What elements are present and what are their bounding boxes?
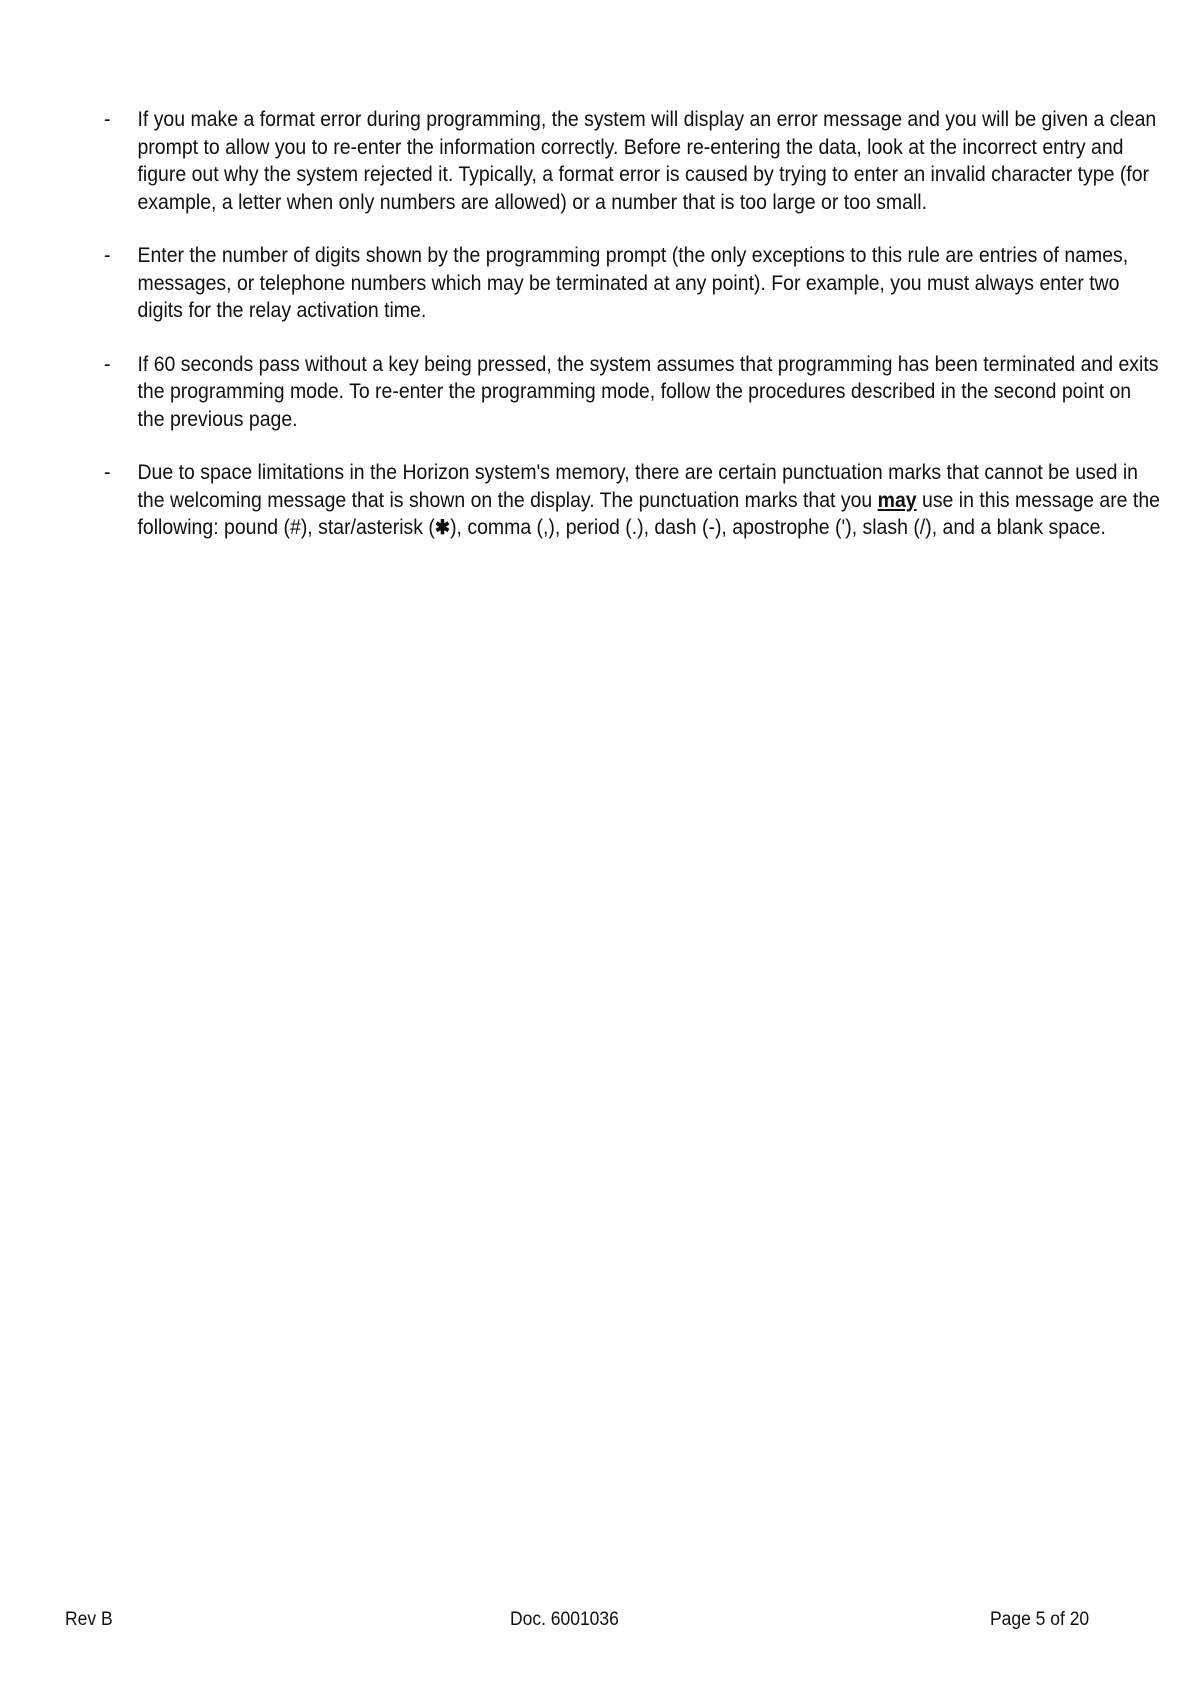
list-item-text-part1: Due to space limitations in the Horizon system's memory, there are certain punctuation marks that cannot be used in the welcoming message that is shown on the display. The punctuation marks that you — [137, 460, 1138, 512]
list-item-digit-count — [104, 242, 1163, 325]
list-item-text: If you make a format error during programming, the system will display an error message and you will be given a clean prompt to allow you to re-enter the information correctly. Before re-entering the data, look at the incorrect entry and figure out why the system rejected it. Typically, a format error is caused by trying to enter an invalid character type (for example, a letter when only numbers are allowed) or a number that is too large or too small. — [137, 107, 1157, 214]
asterisk-icon: ✱ — [434, 517, 451, 539]
notes-list — [104, 106, 1160, 569]
list-item-text-part3: ), comma (,), period (.), dash (-), apostrophe ('), slash (/), and a blank space. — [450, 515, 1106, 539]
bullet-dash: - — [104, 460, 111, 484]
list-item-text: Enter the number of digits shown by the programming prompt (the only exceptions to this rule are entries of names, messages, or telephone numbers which may be terminated at any point). For example, you must always enter two digits for the relay activation time. — [137, 243, 1129, 322]
bullet-dash: - — [104, 351, 111, 376]
bullet-dash: - — [104, 107, 111, 131]
list-item-text-part2: use in this message are the following: pound (#), star/asterisk ( — [137, 487, 1160, 539]
list-item-punctuation — [104, 459, 1163, 543]
footer-revision: Rev B — [65, 1609, 113, 1630]
footer-document-number: Doc. 6001036 — [510, 1609, 619, 1630]
footer-page-number: Page 5 of 20 — [990, 1609, 1090, 1630]
emphasis-may: may — [877, 487, 917, 512]
list-item-timeout — [104, 351, 1163, 434]
list-item-format-error — [104, 106, 1163, 216]
bullet-dash: - — [104, 243, 111, 267]
list-item-text: If 60 seconds pass without a key being pressed, the system assumes that programming has been terminated and exits the programming mode. To re-enter the programming mode, follow the procedures described in the second point on the previous page. — [137, 351, 1159, 431]
